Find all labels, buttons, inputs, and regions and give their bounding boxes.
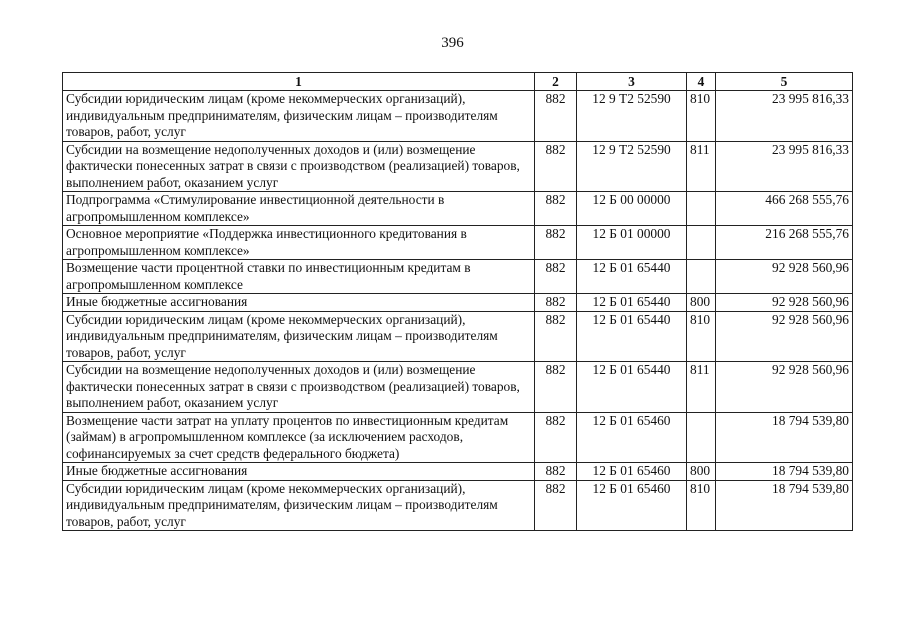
amount: 92 928 560,96 [716, 362, 853, 413]
amount: 18 794 539,80 [716, 412, 853, 463]
target-article: 12 Б 01 00000 [577, 226, 687, 260]
expense-kind [687, 260, 716, 294]
expense-kind: 811 [687, 362, 716, 413]
expense-kind [687, 226, 716, 260]
target-article: 12 Б 00 00000 [577, 192, 687, 226]
header-col-1: 1 [63, 73, 535, 91]
ministry-code: 882 [535, 362, 577, 413]
header-col-2: 2 [535, 73, 577, 91]
expense-kind [687, 192, 716, 226]
target-article: 12 Б 01 65440 [577, 294, 687, 312]
expense-kind: 810 [687, 91, 716, 142]
item-name: Иные бюджетные ассигнования [63, 463, 535, 481]
expense-kind: 811 [687, 141, 716, 192]
target-article: 12 Б 01 65440 [577, 260, 687, 294]
budget-table [62, 72, 853, 531]
ministry-code: 882 [535, 463, 577, 481]
ministry-code: 882 [535, 480, 577, 531]
table-row [63, 226, 853, 260]
target-article: 12 Б 01 65440 [577, 311, 687, 362]
table-row [63, 311, 853, 362]
target-article: 12 Б 01 65460 [577, 480, 687, 531]
header-row [63, 73, 853, 91]
amount: 23 995 816,33 [716, 141, 853, 192]
page-number: 396 [441, 35, 464, 51]
table-row [63, 91, 853, 142]
item-name: Подпрограмма «Стимулирование инвестиционной деятельности в агропромышленном комплексе» [63, 192, 535, 226]
expense-kind: 810 [687, 480, 716, 531]
expense-kind: 800 [687, 294, 716, 312]
expense-kind: 800 [687, 463, 716, 481]
ministry-code: 882 [535, 141, 577, 192]
amount: 23 995 816,33 [716, 91, 853, 142]
target-article: 12 Б 01 65460 [577, 412, 687, 463]
header-col-4: 4 [687, 73, 716, 91]
expense-kind: 810 [687, 311, 716, 362]
item-name: Субсидии юридическим лицам (кроме некоммерческих организаций), индивидуальным предпринимателям, физическим лицам – производителям товаров, работ, услуг [63, 480, 535, 531]
ministry-code: 882 [535, 294, 577, 312]
item-name: Основное мероприятие «Поддержка инвестиционного кредитования в агропромышленном комплексе» [63, 226, 535, 260]
item-name: Иные бюджетные ассигнования [63, 294, 535, 312]
table-row [63, 294, 853, 312]
ministry-code: 882 [535, 260, 577, 294]
expense-kind [687, 412, 716, 463]
target-article: 12 9 Т2 52590 [577, 141, 687, 192]
table-row [63, 412, 853, 463]
ministry-code: 882 [535, 226, 577, 260]
amount: 92 928 560,96 [716, 294, 853, 312]
item-name: Возмещение части затрат на уплату процентов по инвестиционным кредитам (займам) в агропромышленном комплексе (за исключением расходов, софинансируемых за счет средств федерального бюджета) [63, 412, 535, 463]
amount: 18 794 539,80 [716, 463, 853, 481]
ministry-code: 882 [535, 412, 577, 463]
target-article: 12 Б 01 65460 [577, 463, 687, 481]
table-row [63, 260, 853, 294]
amount: 466 268 555,76 [716, 192, 853, 226]
table-row [63, 362, 853, 413]
ministry-code: 882 [535, 91, 577, 142]
amount: 92 928 560,96 [716, 311, 853, 362]
amount: 92 928 560,96 [716, 260, 853, 294]
amount: 18 794 539,80 [716, 480, 853, 531]
ministry-code: 882 [535, 311, 577, 362]
header-col-3: 3 [577, 73, 687, 91]
target-article: 12 9 Т2 52590 [577, 91, 687, 142]
table-row [63, 192, 853, 226]
amount: 216 268 555,76 [716, 226, 853, 260]
item-name: Возмещение части процентной ставки по инвестиционным кредитам в агропромышленном комплексе [63, 260, 535, 294]
target-article: 12 Б 01 65440 [577, 362, 687, 413]
table-row [63, 480, 853, 531]
item-name: Субсидии юридическим лицам (кроме некоммерческих организаций), индивидуальным предпринимателям, физическим лицам – производителям товаров, работ, услуг [63, 91, 535, 142]
table-row [63, 463, 853, 481]
table-row [63, 141, 853, 192]
item-name: Субсидии юридическим лицам (кроме некоммерческих организаций), индивидуальным предпринимателям, физическим лицам – производителям товаров, работ, услуг [63, 311, 535, 362]
item-name: Субсидии на возмещение недополученных доходов и (или) возмещение фактически понесенных затрат в связи с производством (реализацией) товаров, выполнением работ, оказанием услуг [63, 362, 535, 413]
ministry-code: 882 [535, 192, 577, 226]
header-col-5: 5 [716, 73, 853, 91]
item-name: Субсидии на возмещение недополученных доходов и (или) возмещение фактически понесенных затрат в связи с производством (реализацией) товаров, выполнением работ, оказанием услуг [63, 141, 535, 192]
